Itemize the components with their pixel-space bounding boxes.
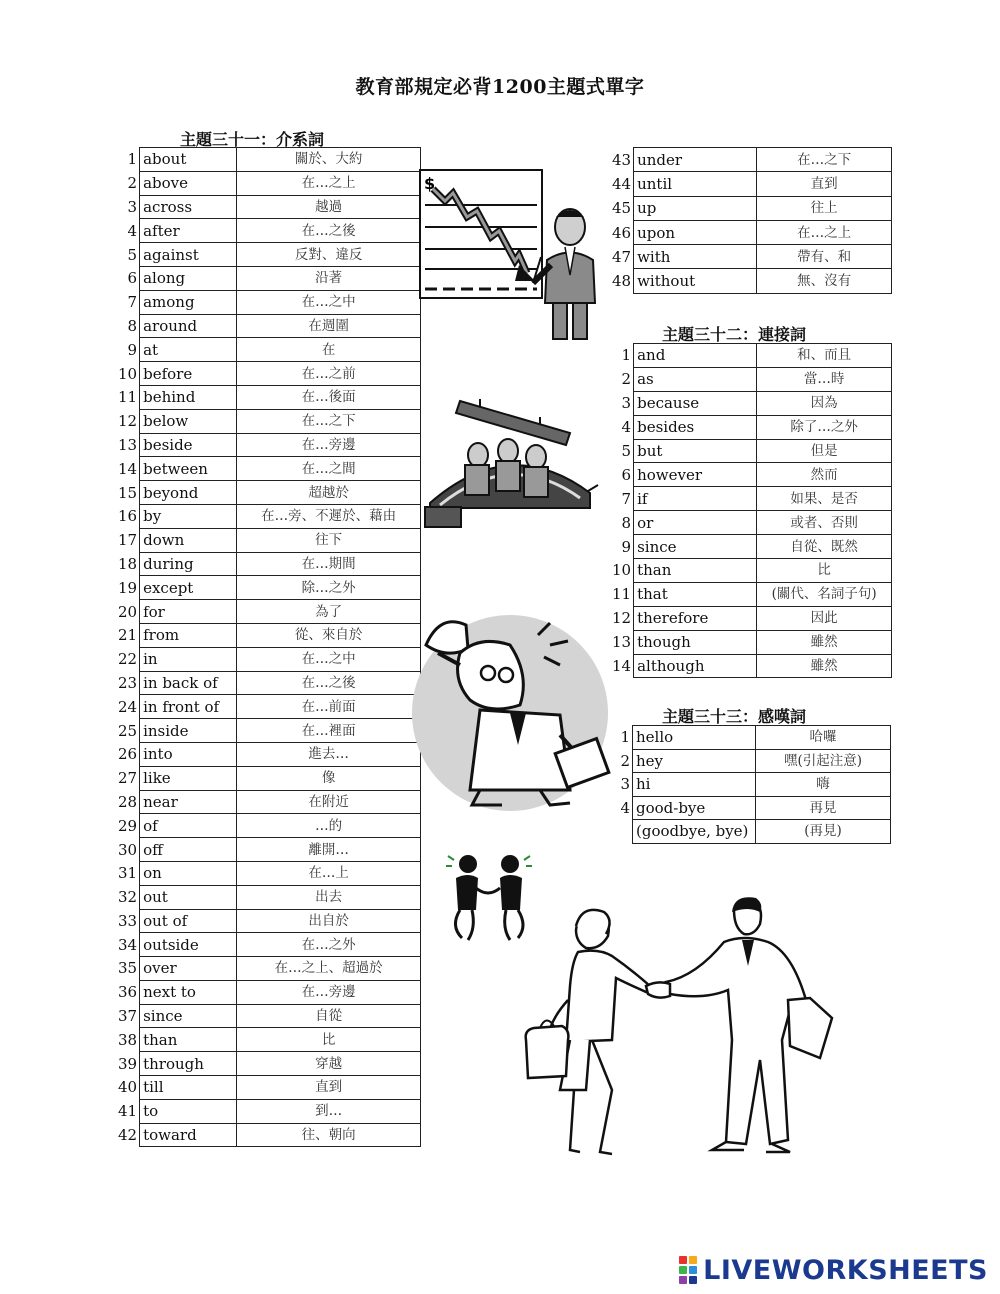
table-row xyxy=(118,742,421,766)
table-row xyxy=(612,820,891,844)
table-row xyxy=(118,266,421,290)
vocab-word: between xyxy=(140,457,237,481)
vocab-word: like xyxy=(140,766,237,790)
vocab-meaning: 像 xyxy=(237,766,421,790)
table-row xyxy=(612,220,892,244)
table-row xyxy=(118,243,421,267)
vocab-meaning: 進去… xyxy=(237,742,421,766)
row-number: 8 xyxy=(127,316,138,335)
vocab-word: hey xyxy=(633,749,756,773)
vocab-meaning: 嗨 xyxy=(756,773,891,797)
row-number: 41 xyxy=(118,1102,138,1121)
row-number: 25 xyxy=(118,721,138,740)
vocab-word: to xyxy=(140,1099,237,1123)
vocab-word: although xyxy=(634,654,757,678)
vocab-word: hi xyxy=(633,773,756,797)
vocab-word: among xyxy=(140,290,237,314)
row-number: 30 xyxy=(118,840,138,859)
table-row xyxy=(612,726,891,750)
row-number: 4 xyxy=(621,418,632,437)
row-number: 9 xyxy=(621,537,632,556)
vocab-word: around xyxy=(140,314,237,338)
vocab-meaning: 在…旁邊 xyxy=(237,980,421,1004)
row-number: 3 xyxy=(127,197,138,216)
table-row xyxy=(118,576,421,600)
row-number: 38 xyxy=(118,1030,138,1049)
vocab-meaning: 往下 xyxy=(237,528,421,552)
row-number: 17 xyxy=(118,531,138,550)
vocab-word: behind xyxy=(140,385,237,409)
vocab-meaning: 在…之上 xyxy=(237,171,421,195)
vocab-meaning: 直到 xyxy=(237,1076,421,1100)
vocab-meaning: 在週圍 xyxy=(237,314,421,338)
liveworksheets-logo xyxy=(679,1252,988,1288)
table-row xyxy=(118,838,421,862)
row-number: 28 xyxy=(118,792,138,811)
vocab-meaning: 在…之間 xyxy=(237,457,421,481)
vocab-word: during xyxy=(140,552,237,576)
vocab-word: for xyxy=(140,600,237,624)
vocab-word: through xyxy=(140,1052,237,1076)
vocab-meaning: 如果、是否 xyxy=(757,487,892,511)
interjections-heading: 主題三十三：感嘆詞 xyxy=(662,707,807,726)
table-row xyxy=(612,367,892,391)
vocab-word: therefore xyxy=(634,606,757,630)
table-row xyxy=(118,195,421,219)
vocab-word: under xyxy=(634,148,757,172)
vocab-word: upon xyxy=(634,220,757,244)
conveyor-workers-icon xyxy=(420,393,605,533)
vocab-meaning: 自從 xyxy=(237,1004,421,1028)
table-row xyxy=(612,172,892,196)
row-number xyxy=(612,820,633,844)
vocab-meaning: 到… xyxy=(237,1099,421,1123)
row-number: 39 xyxy=(118,1054,138,1073)
vocab-word: at xyxy=(140,338,237,362)
row-number: 40 xyxy=(118,1078,138,1097)
row-number: 34 xyxy=(118,935,138,954)
vocab-meaning: 超越於 xyxy=(237,481,421,505)
row-number: 6 xyxy=(621,465,632,484)
row-number: 3 xyxy=(620,775,630,794)
vocab-word: beside xyxy=(140,433,237,457)
table-row xyxy=(118,647,421,671)
row-number: 11 xyxy=(118,388,138,407)
row-number: 19 xyxy=(118,578,138,597)
row-number: 13 xyxy=(118,435,138,454)
row-number: 8 xyxy=(621,513,632,532)
prepositions-continued-table xyxy=(612,147,892,294)
vocab-word: across xyxy=(140,195,237,219)
table-row xyxy=(118,148,421,172)
row-number: 13 xyxy=(612,633,632,652)
table-row xyxy=(612,582,892,606)
vocab-meaning: 在…前面 xyxy=(237,695,421,719)
table-row xyxy=(612,148,892,172)
row-number: 35 xyxy=(118,959,138,978)
vocab-meaning: 越過 xyxy=(237,195,421,219)
vocab-meaning: 當…時 xyxy=(757,367,892,391)
table-row xyxy=(612,749,891,773)
table-row xyxy=(612,773,891,797)
vocab-meaning: 和、而且 xyxy=(757,344,892,368)
vocab-meaning: 在…之外 xyxy=(237,933,421,957)
vocab-meaning: 在附近 xyxy=(237,790,421,814)
vocab-word: hello xyxy=(633,726,756,750)
vocab-word: next to xyxy=(140,980,237,1004)
page-title: 教育部規定必背1200主題式單字 xyxy=(355,76,645,98)
vocab-word: about xyxy=(140,148,237,172)
vocab-word: off xyxy=(140,838,237,862)
vocab-meaning: 穿越 xyxy=(237,1052,421,1076)
row-number: 32 xyxy=(118,888,138,907)
logo-square xyxy=(689,1256,697,1264)
table-row xyxy=(612,196,892,220)
vocab-meaning: 因為 xyxy=(757,391,892,415)
row-number: 6 xyxy=(127,269,138,288)
row-number: 43 xyxy=(612,150,632,169)
vocab-word: that xyxy=(634,582,757,606)
table-row xyxy=(118,433,421,457)
row-number: 3 xyxy=(621,394,632,413)
vocab-word: than xyxy=(634,559,757,583)
table-row xyxy=(118,385,421,409)
conjunctions-table xyxy=(612,343,892,678)
vocab-word: without xyxy=(634,269,757,293)
table-row xyxy=(118,719,421,743)
vocab-word: till xyxy=(140,1076,237,1100)
table-row xyxy=(118,1004,421,1028)
vocab-meaning: …的 xyxy=(237,814,421,838)
vocab-meaning: 往、朝向 xyxy=(237,1123,421,1147)
vocab-meaning: 在…之後 xyxy=(237,219,421,243)
table-row xyxy=(118,528,421,552)
row-number: 10 xyxy=(118,364,138,383)
row-number: 44 xyxy=(612,174,632,193)
vocab-meaning: 在…之上、超過於 xyxy=(237,957,421,981)
vocab-word: since xyxy=(634,535,757,559)
row-number: 46 xyxy=(612,223,632,242)
vocab-meaning: (關代、名詞子句) xyxy=(757,582,892,606)
vocab-word: until xyxy=(634,172,757,196)
vocab-word: out of xyxy=(140,909,237,933)
table-row xyxy=(118,481,421,505)
row-number: 18 xyxy=(118,554,138,573)
row-number: 7 xyxy=(621,489,632,508)
table-row xyxy=(118,790,421,814)
table-row xyxy=(612,654,892,678)
table-row xyxy=(118,861,421,885)
vocab-meaning: 在…之前 xyxy=(237,362,421,386)
table-row xyxy=(612,535,892,559)
row-number: 2 xyxy=(621,370,632,389)
vocab-meaning: 無、沒有 xyxy=(757,269,892,293)
table-row xyxy=(118,671,421,695)
row-number: 36 xyxy=(118,983,138,1002)
vocab-meaning: 或者、否則 xyxy=(757,511,892,535)
table-row xyxy=(118,980,421,1004)
vocab-meaning: 除了…之外 xyxy=(757,415,892,439)
vocab-word: on xyxy=(140,861,237,885)
vocab-word: into xyxy=(140,742,237,766)
table-row xyxy=(612,630,892,654)
row-number: 24 xyxy=(118,697,138,716)
row-number: 45 xyxy=(612,199,632,218)
vocab-meaning: 在…之後 xyxy=(237,671,421,695)
man-tipping-hat-icon xyxy=(410,605,615,815)
vocab-word: below xyxy=(140,409,237,433)
vocab-word: because xyxy=(634,391,757,415)
vocab-meaning: 哈囉 xyxy=(756,726,891,750)
table-row xyxy=(118,219,421,243)
vocab-word: if xyxy=(634,487,757,511)
logo-mark-icon xyxy=(679,1256,697,1284)
vocab-word: (goodbye, bye) xyxy=(633,820,756,844)
vocab-word: in back of xyxy=(140,671,237,695)
vocab-word: except xyxy=(140,576,237,600)
table-row xyxy=(612,463,892,487)
vocab-word: good-bye xyxy=(633,796,756,820)
row-number: 10 xyxy=(612,561,632,580)
vocab-meaning: 在…之中 xyxy=(237,290,421,314)
table-row xyxy=(118,1123,421,1147)
row-number: 31 xyxy=(118,864,138,883)
vocab-meaning: 在…之中 xyxy=(237,647,421,671)
vocab-meaning: 帶有、和 xyxy=(757,245,892,269)
row-number: 5 xyxy=(621,442,632,460)
vocab-word: out xyxy=(140,885,237,909)
vocab-word: besides xyxy=(634,415,757,439)
vocab-meaning: 在 xyxy=(237,338,421,362)
conjunctions-heading: 主題三十二：連接詞 xyxy=(662,325,807,344)
table-row xyxy=(118,957,421,981)
table-row xyxy=(612,487,892,511)
table-row xyxy=(118,338,421,362)
vocab-meaning: 在…後面 xyxy=(237,385,421,409)
svg-text:$: $ xyxy=(424,174,436,193)
row-number: 12 xyxy=(118,412,138,431)
row-number: 7 xyxy=(127,293,138,312)
table-row xyxy=(612,269,892,293)
vocab-word: since xyxy=(140,1004,237,1028)
vocab-word: or xyxy=(634,511,757,535)
table-row xyxy=(118,909,421,933)
table-row xyxy=(118,457,421,481)
table-row xyxy=(118,409,421,433)
row-number: 4 xyxy=(127,221,138,240)
table-row xyxy=(118,933,421,957)
vocab-word: along xyxy=(140,266,237,290)
row-number: 15 xyxy=(118,483,138,502)
vocab-meaning: 往上 xyxy=(757,196,892,220)
vocab-word: in front of xyxy=(140,695,237,719)
vocab-meaning: 在…旁邊 xyxy=(237,433,421,457)
table-row xyxy=(118,1052,421,1076)
vocab-word: toward xyxy=(140,1123,237,1147)
vocab-word: of xyxy=(140,814,237,838)
logo-square xyxy=(679,1276,687,1284)
vocab-meaning: 在…之上 xyxy=(757,220,892,244)
vocab-meaning: (再見) xyxy=(756,820,891,844)
vocab-word: by xyxy=(140,504,237,528)
row-number: 16 xyxy=(118,507,138,526)
table-row xyxy=(612,245,892,269)
row-number: 2 xyxy=(127,174,138,193)
logo-square xyxy=(679,1256,687,1264)
table-row xyxy=(118,1099,421,1123)
vocab-meaning: 嘿(引起注意) xyxy=(756,749,891,773)
table-row xyxy=(612,415,892,439)
logo-square xyxy=(689,1266,697,1274)
vocab-meaning: 在…上 xyxy=(237,861,421,885)
table-row xyxy=(612,606,892,630)
vocab-meaning: 直到 xyxy=(757,172,892,196)
vocab-meaning: 在…之下 xyxy=(237,409,421,433)
vocab-meaning: 在…旁、不遲於、藉由 xyxy=(237,504,421,528)
vocab-word: over xyxy=(140,957,237,981)
vocab-meaning: 在…裡面 xyxy=(237,719,421,743)
table-row xyxy=(118,552,421,576)
vocab-word: with xyxy=(634,245,757,269)
vocab-word: however xyxy=(634,463,757,487)
vocab-meaning: 自從、既然 xyxy=(757,535,892,559)
row-number: 2 xyxy=(620,751,630,770)
vocab-word: and xyxy=(634,344,757,368)
vocab-word: but xyxy=(634,439,757,463)
row-number: 37 xyxy=(118,1007,138,1026)
row-number: 14 xyxy=(612,657,632,676)
row-number: 1 xyxy=(621,346,632,365)
prepositions-heading: 主題三十一：介系詞 xyxy=(180,130,325,149)
row-number: 5 xyxy=(127,245,138,264)
row-number: 23 xyxy=(118,673,138,692)
vocab-meaning: 除…之外 xyxy=(237,576,421,600)
vocab-word: before xyxy=(140,362,237,386)
row-number: 48 xyxy=(612,272,632,291)
vocab-meaning: 離開… xyxy=(237,838,421,862)
table-row xyxy=(612,344,892,368)
table-row xyxy=(612,391,892,415)
vocab-meaning: 出去 xyxy=(237,885,421,909)
row-number: 4 xyxy=(620,798,630,817)
vocab-word: beyond xyxy=(140,481,237,505)
row-number: 33 xyxy=(118,911,138,930)
vocab-meaning: 但是 xyxy=(757,439,892,463)
vocab-word: outside xyxy=(140,933,237,957)
vocab-meaning: 比 xyxy=(757,559,892,583)
row-number: 21 xyxy=(118,626,138,645)
row-number: 1 xyxy=(127,150,138,169)
vocab-meaning: 從、來自於 xyxy=(237,623,421,647)
row-number: 11 xyxy=(612,585,632,604)
table-row xyxy=(118,314,421,338)
table-row xyxy=(118,600,421,624)
row-number: 22 xyxy=(118,650,138,669)
business-handshake-icon xyxy=(520,890,850,1165)
vocab-meaning: 雖然 xyxy=(757,630,892,654)
vocab-word: from xyxy=(140,623,237,647)
logo-square xyxy=(679,1266,687,1274)
vocab-meaning: 因此 xyxy=(757,606,892,630)
table-row xyxy=(118,362,421,386)
row-number: 14 xyxy=(118,459,138,478)
vocab-word: than xyxy=(140,1028,237,1052)
table-row xyxy=(612,511,892,535)
vocab-word: inside xyxy=(140,719,237,743)
vocab-meaning: 在…期間 xyxy=(237,552,421,576)
vocab-meaning: 然而 xyxy=(757,463,892,487)
table-row xyxy=(118,1028,421,1052)
vocab-word: though xyxy=(634,630,757,654)
vocab-meaning: 沿著 xyxy=(237,266,421,290)
row-number: 27 xyxy=(118,769,138,788)
vocab-meaning: 比 xyxy=(237,1028,421,1052)
logo-text: LIVEWORKSHEETS xyxy=(703,1254,988,1286)
row-number: 42 xyxy=(118,1126,138,1145)
vocab-meaning: 關於、大約 xyxy=(237,148,421,172)
vocab-word: in xyxy=(140,647,237,671)
table-row xyxy=(118,504,421,528)
row-number: 20 xyxy=(118,602,138,621)
table-row xyxy=(612,796,891,820)
vocab-word: after xyxy=(140,219,237,243)
vocab-meaning: 為了 xyxy=(237,600,421,624)
prepositions-table xyxy=(118,147,421,1147)
logo-square xyxy=(689,1276,697,1284)
table-row xyxy=(118,1076,421,1100)
row-number: 47 xyxy=(612,247,632,266)
table-row xyxy=(118,885,421,909)
row-number: 9 xyxy=(127,340,138,359)
vocab-word: against xyxy=(140,243,237,267)
vocab-word: as xyxy=(634,367,757,391)
vocab-meaning: 出自於 xyxy=(237,909,421,933)
table-row xyxy=(118,171,421,195)
table-row xyxy=(118,623,421,647)
vocab-meaning: 雖然 xyxy=(757,654,892,678)
table-row xyxy=(118,290,421,314)
table-row xyxy=(118,814,421,838)
table-row xyxy=(118,695,421,719)
vocab-meaning: 反對、違反 xyxy=(237,243,421,267)
row-number: 26 xyxy=(118,745,138,764)
vocab-word: above xyxy=(140,171,237,195)
table-row xyxy=(118,766,421,790)
falling-chart-businessman-icon xyxy=(415,165,605,343)
row-number: 29 xyxy=(118,816,138,835)
vocab-word: down xyxy=(140,528,237,552)
table-row xyxy=(612,439,892,463)
row-number: 1 xyxy=(620,728,630,747)
table-row xyxy=(612,559,892,583)
vocab-meaning: 在…之下 xyxy=(757,148,892,172)
interjections-table xyxy=(612,725,891,844)
row-number: 12 xyxy=(612,609,632,628)
vocab-word: near xyxy=(140,790,237,814)
vocab-word: up xyxy=(634,196,757,220)
vocab-meaning: 再見 xyxy=(756,796,891,820)
